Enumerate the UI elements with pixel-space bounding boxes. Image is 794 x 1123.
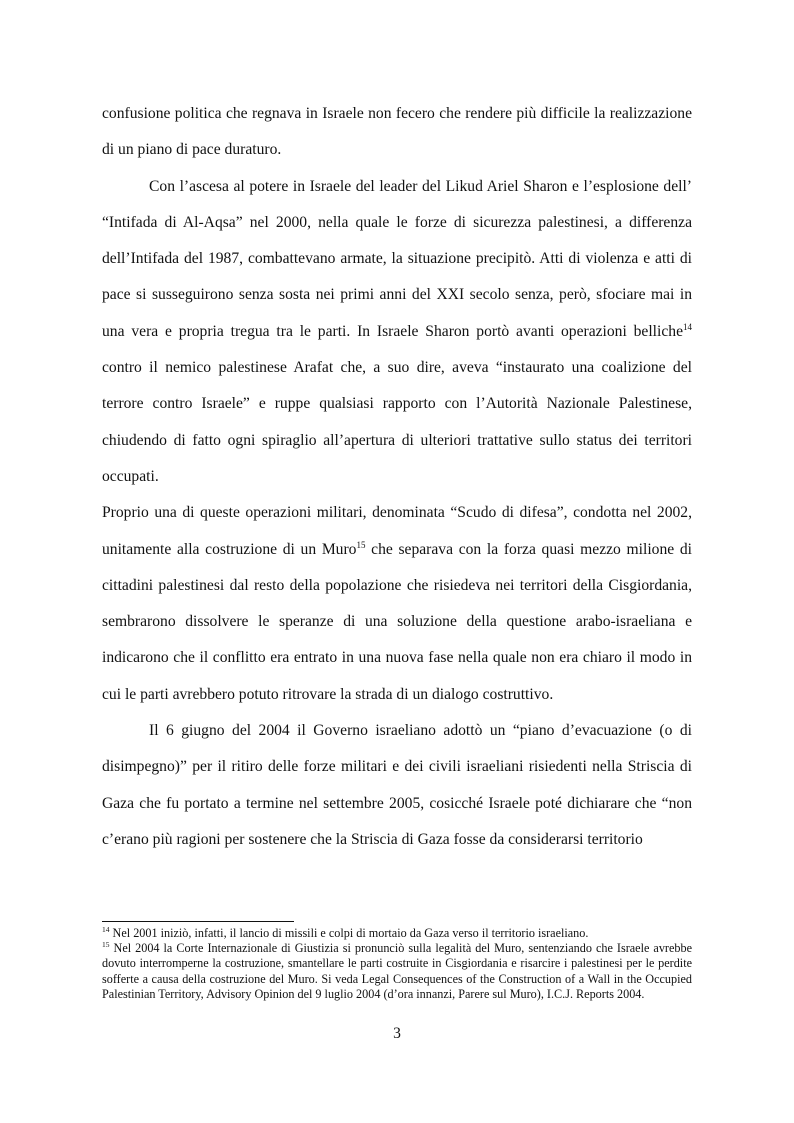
footnote-number-15: 15 [102,940,110,950]
paragraph-3-text-after: che separava con la forza quasi mezzo milione di cittadini palestinesi dal resto della popolazione che risiedeva nei territori della Cisgiordania, sembrarono dissolvere le speranze di una soluzione della questione arabo-israeliana e indicarono che il conflitto era entrato in una nuova fase nella quale non era chiaro il modo in cui le parti avrebbero potuto ritrovare la strada di un dialogo costruttivo. [102,540,692,703]
document-body [102,96,692,858]
paragraph-3-text-before: Proprio una di queste operazioni militari, denominata “Scudo di difesa”, condotta nel 2002, unitamente alla costruzione di un Muro [102,504,692,558]
footnote-ref-15[interactable]: 15 [356,539,366,550]
footnote-number-14: 14 [102,924,110,934]
footnote-ref-14[interactable]: 14 [683,321,692,332]
paragraph-3 [102,495,692,713]
footnote-15-text: Nel 2004 la Corte Internazionale di Giustizia si pronunciò sulla legalità del Muro, sentenziando che Israele avrebbe dovuto interromperne la costruzione, smantellare le parti costruite in Cisgiordania e risarcire i palestinesi per le perdite sofferte a causa della costruzione del Muro. Si veda Legal Consequences of the Construction of a Wall in the Occupied Palestinian Territory, Advisory Opinion del 9 luglio 2004 (d’ora innanzi, Parere sul Muro), I.C.J. Reports 2004. [102,941,692,1001]
footnote-14 [102,926,692,941]
footnote-separator [102,921,294,922]
paragraph-2-text-after: contro il nemico palestinese Arafat che, a suo dire, aveva “instaurato una coalizione del terrore contro Israele” e ruppe qualsiasi rapporto con l’Autorità Nazionale Palestinese, chiudendo di fatto ogni spiraglio all’apertura di ulteriori trattative sullo status dei territori occupati. [102,359,692,485]
paragraph-1: confusione politica che regnava in Israele non fecero che rendere più difficile la realizzazione di un piano di pace duraturo. [102,105,692,159]
footnote-15 [102,941,692,1002]
paragraph-2 [102,169,692,496]
footnote-14-text: Nel 2001 iniziò, infatti, il lancio di missili e colpi di mortaio da Gaza verso il territorio israeliano. [109,926,589,940]
page-number: 3 [393,1025,401,1042]
footnotes [102,926,692,1002]
paragraph-4: Il 6 giugno del 2004 il Governo israeliano adottò un “piano d’evacuazione (o di disimpegno)” per il ritiro delle forze militari e dei civili israeliani risiedenti nella Striscia di Gaza che fu portato a termine nel settembre 2005, cosicché Israele poté dichiarare che “non c’erano più ragioni per sostenere che la Striscia di Gaza fosse da considerarsi territorio [102,722,692,848]
paragraph-2-text-before: Con l’ascesa al potere in Israele del leader del Likud Ariel Sharon e l’esplosione dell’ “Intifada di Al-Aqsa” nel 2000, nella quale le forze di sicurezza palestinesi, a differenza dell’Intifada del 1987, combattevano armate, la situazione precipitò. Atti di violenza e atti di pace si susseguirono senza sosta nei primi anni del XXI secolo senza, però, sfociare mai in una vera e propria tregua tra le parti. In Israele Sharon portò avanti operazioni belliche [102,177,692,340]
